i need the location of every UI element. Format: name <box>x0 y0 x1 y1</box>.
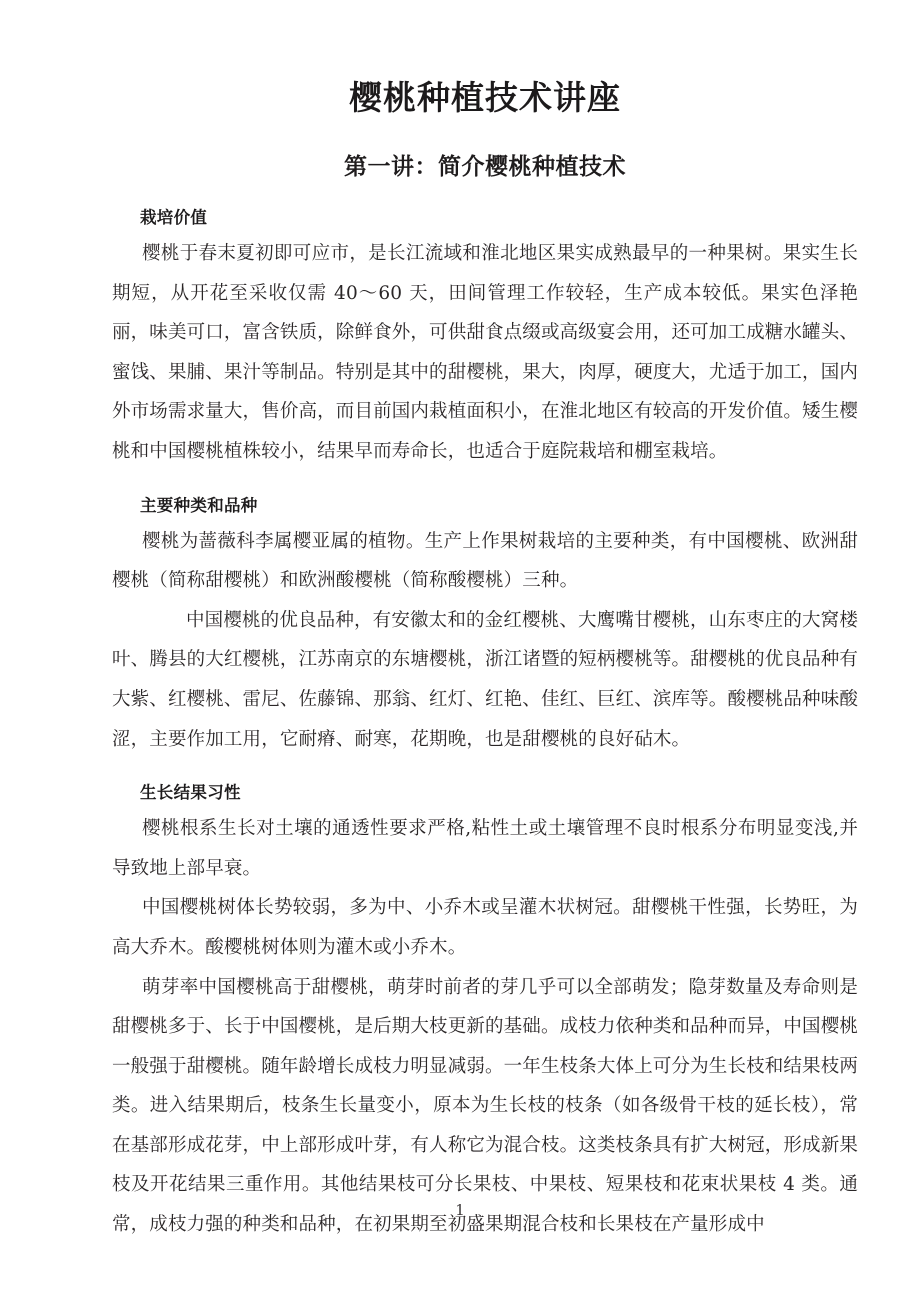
section-heading: 栽培价值 <box>140 208 208 227</box>
paragraph: 樱桃为蔷薇科李属樱亚属的植物。生产上作果树栽培的主要种类，有中国樱桃、欧洲甜樱桃（简称甜樱桃）和欧洲酸樱桃（简称酸樱桃）三种。 <box>112 530 858 592</box>
page-number: 1 <box>455 1201 465 1219</box>
paragraph: 萌芽率中国樱桃高于甜樱桃，萌芽时前者的芽几乎可以全部萌发；隐芽数量及寿命则是甜樱桃多于、长于中国樱桃，是后期大枝更新的基础。成枝力依种类和品种而异，中国樱桃一般强于甜樱桃。随年龄增长成枝力明显减弱。一年生枝条大体上可分为生长枝和结果枝两类。进入结果期后，枝条生长量变小，原本为生长枝的枝条（如各级骨干枝的延长枝），常在基部形成花芽，中上部形成叶芽，有人称它为混合枝。这类枝条具有扩大树冠，形成新果枝及开花结果三重作用。其他结果枝可分长果枝、中果枝、短果枝和花束状果枝 4 类。通常，成枝力强的种类和品种，在初果期至初盛果期混合枝和长果枝在产量形成中 <box>112 976 859 1236</box>
section-growth-and-fruiting-habits <box>112 759 858 1245</box>
paragraph: 樱桃根系生长对土壤的通透性要求严格,粘性土或土壤管理不良时根系分布明显变浅,并导致地上部早衰。 <box>112 818 858 879</box>
paragraph: 中国樱桃的优良品种，有安徽太和的金红樱桃、大鹰嘴甘樱桃，山东枣庄的大窝楼叶、腾县的大红樱桃，江苏南京的东塘樱桃，浙江诸暨的短柄樱桃等。甜樱桃的优良品种有大紫、红樱桃、雷尼、佐藤锦、那翁、红灯、红艳、佳红、巨红、滨库等。酸樱桃品种味酸涩，主要作加工用，它耐瘠、耐寒，花期晚，也是甜樱桃的良好砧木。 <box>112 609 859 750</box>
section-heading: 生长结果习性 <box>140 783 241 803</box>
lecture-subtitle: 第一讲：简介樱桃种植技术 <box>344 153 626 180</box>
paragraph: 中国樱桃树体长势较弱，多为中、小乔木或呈灌木状树冠。甜樱桃干性强，长势旺，为高大乔木。酸樱桃树体则为灌木或小乔木。 <box>112 897 858 958</box>
document-content <box>112 0 858 1245</box>
paragraph: 樱桃于春末夏初即可应市，是长江流域和淮北地区果实成熟最早的一种果树。果实生长期短，从开花至采收仅需 40～60 天，田间管理工作较轻，生产成本较低。果实色泽艳丽，味美可口，富含铁质，除鲜食外，可供甜食点缀或高级宴会用，还可加工成糖水罐头、蜜饯、果脯、果汁等制品。特别是其中的甜樱桃，果大，肉厚，硬度大，尤适于加工，国内外市场需求量大，售价高，而目前国内栽植面积小，在淮北地区有较高的开发价值。矮生樱桃和中国樱桃植株较小，结果早而寿命长，也适合于庭院栽培和棚室栽培。 <box>112 243 859 462</box>
section-heading: 主要种类和品种 <box>140 495 258 515</box>
section-cultivation-value <box>112 184 858 472</box>
section-main-types-and-varieties <box>112 472 858 760</box>
page-title: 樱桃种植技术讲座 <box>349 78 621 117</box>
